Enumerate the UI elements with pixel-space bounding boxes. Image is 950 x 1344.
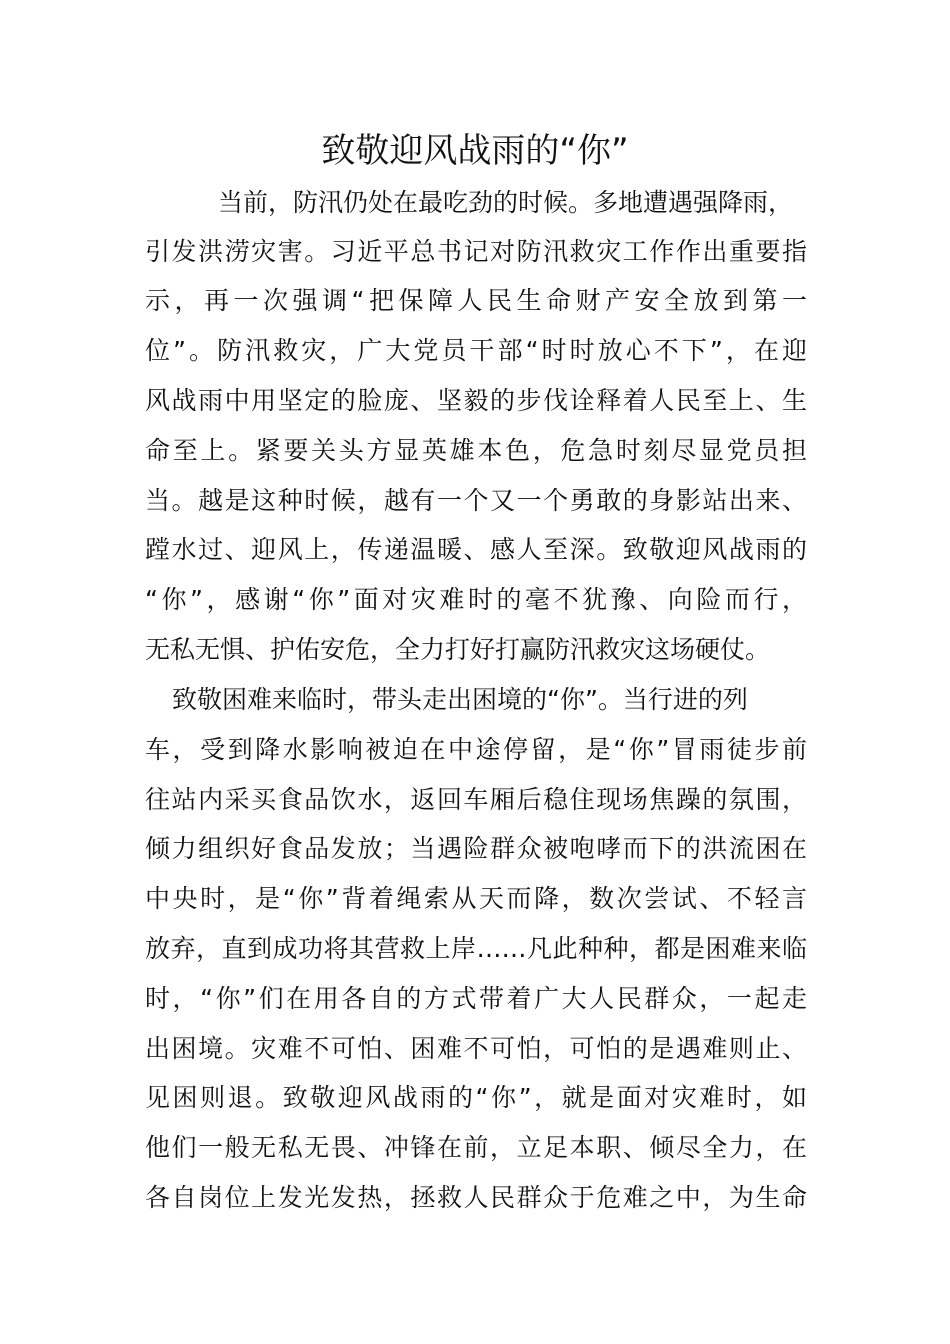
paragraph-line: 蹚水过、迎风上，传递温暖、感人至深。致敬迎风战雨的 [145, 535, 807, 564]
paragraph-line: “你”，感谢“你”面对灾难时的毫不犹豫、向险而行， [145, 585, 807, 614]
paragraph-line: 致敬困难来临时，带头走出困境的“你”。当行进的列 [172, 685, 748, 714]
paragraph-line: 位”。防汛救灾，广大党员干部“时时放心不下”，在迎 [145, 336, 807, 365]
paragraph-line: 出困境。灾难不可怕、困难不可怕，可怕的是遇难则止、 [145, 1034, 807, 1063]
paragraph-line: 命至上。紧要关头方显英雄本色，危急时刻尽显党员担 [145, 436, 807, 465]
paragraph-line: 车，受到降水影响被迫在中途停留，是“你”冒雨徒步前 [145, 735, 807, 764]
document-title: 致敬迎风战雨的“你” [321, 131, 629, 171]
paragraph-line: 往站内采买食品饮水，返回车厢后稳住现场焦躁的氛围， [145, 785, 807, 814]
paragraph-line: 中央时，是“你”背着绳索从天而降，数次尝试、不轻言 [145, 884, 807, 913]
paragraph-line: 他们一般无私无畏、冲锋在前，立足本职、倾尽全力，在 [145, 1133, 807, 1162]
paragraph-line: 时，“你”们在用各自的方式带着广大人民群众，一起走 [145, 984, 807, 1013]
paragraph-line: 引发洪涝灾害。习近平总书记对防汛救灾工作作出重要指 [145, 237, 807, 266]
paragraph-line: 放弃，直到成功将其营救上岸……凡此种种，都是困难来临 [145, 934, 807, 963]
paragraph-line: 当。越是这种时候，越有一个又一个勇敢的身影站出来、 [145, 486, 807, 515]
paragraph-line: 示，再一次强调“把保障人民生命财产安全放到第一 [145, 286, 807, 315]
paragraph-line: 当前，防汛仍处在最吃劲的时候。多地遭遇强降雨， [218, 188, 794, 217]
paragraph-line: 各自岗位上发光发热，拯救人民群众于危难之中，为生命 [145, 1183, 807, 1212]
paragraph-line: 无私无惧、护佑安危，全力打好打赢防汛救灾这场硬仗。 [145, 635, 771, 664]
paragraph-line: 倾力组织好食品发放；当遇险群众被咆哮而下的洪流困在 [145, 834, 807, 863]
paragraph-line: 风战雨中用坚定的脸庞、坚毅的步伐诠释着人民至上、生 [145, 386, 807, 415]
paragraph-line: 见困则退。致敬迎风战雨的“你”，就是面对灾难时，如 [145, 1083, 807, 1112]
